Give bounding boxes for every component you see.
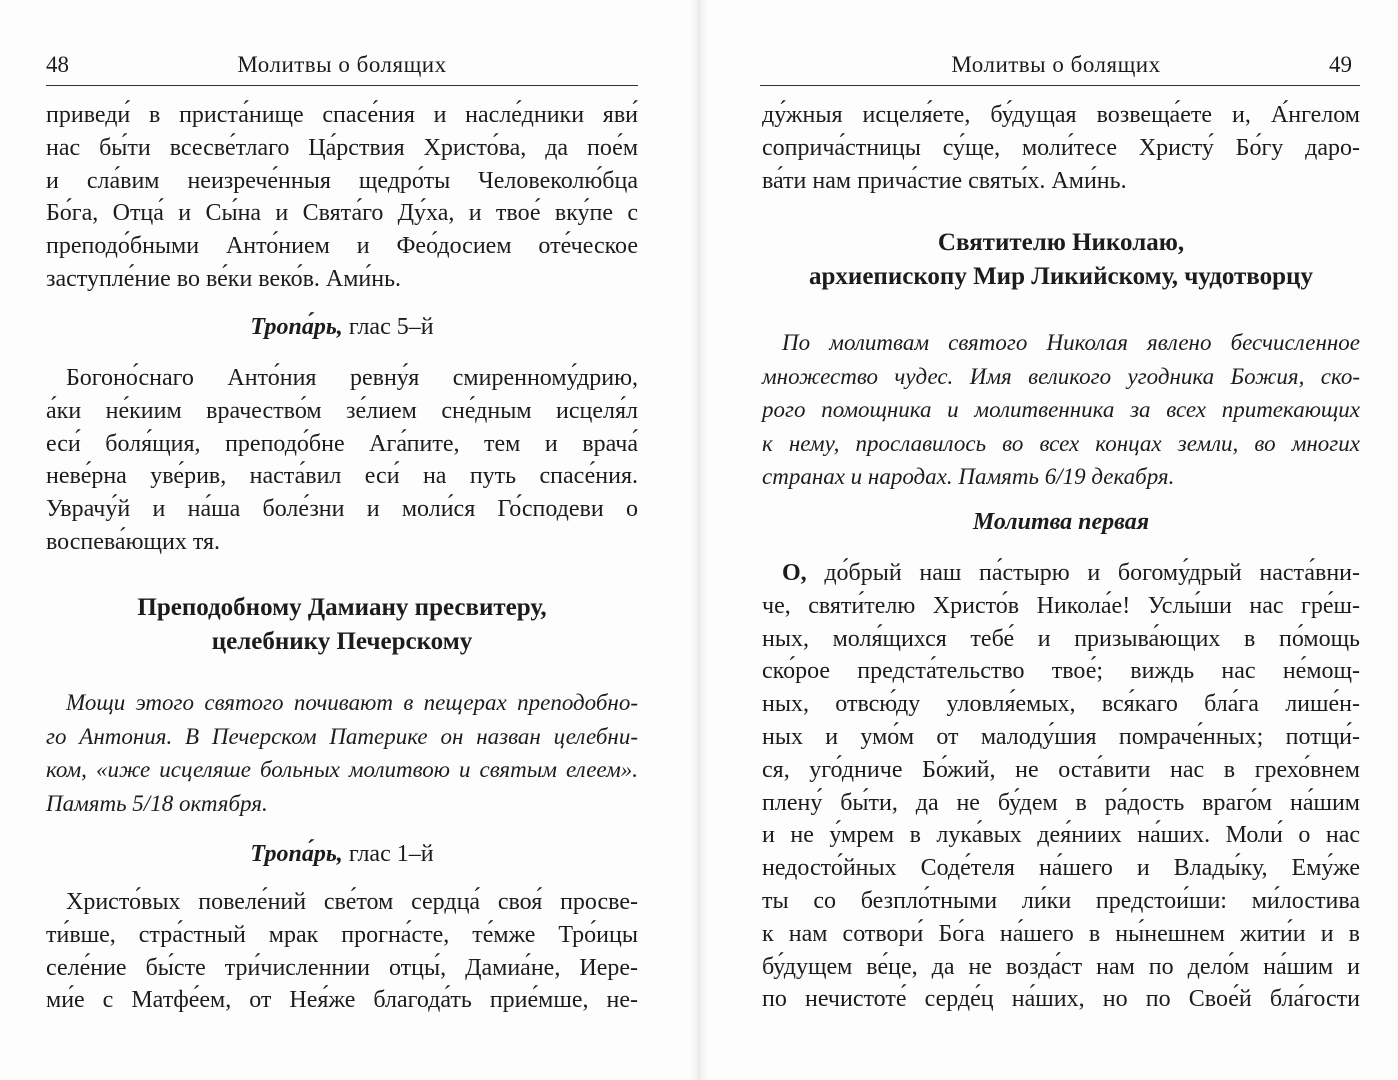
left-section-heading bbox=[46, 591, 638, 659]
text-line: селе́ние бы́сте три́численнии отцы́, Дамиа́не, Иере- bbox=[46, 954, 638, 981]
text-line: еси́ боля́щия, преподо́бне Ага́пите, тем и врача́ bbox=[46, 430, 638, 457]
right-running-title: Молитвы о болящих bbox=[951, 52, 1161, 77]
left-page-number: 48 bbox=[46, 52, 69, 77]
right-italic-note bbox=[762, 326, 1360, 494]
right-section-heading bbox=[762, 226, 1360, 294]
left-italic-note bbox=[46, 686, 638, 820]
note-line: к нему, прославилось во всех концах земли, во многих bbox=[762, 430, 1360, 456]
note-line: множество чудес. Имя великого угодника Божия, ско- bbox=[762, 363, 1360, 389]
note-line: странах и народах. Память 6/19 декабря. bbox=[762, 464, 1175, 489]
text-line: и не у́мрем в лука́вых дея́ниих на́ших. Моли́ о нас bbox=[762, 822, 1360, 849]
right-prayer-title bbox=[762, 506, 1360, 538]
note-line: рого помощника и молитвенника за всех притекающих bbox=[762, 397, 1360, 422]
right-continuation-text bbox=[762, 99, 1360, 197]
right-page-number: 49 bbox=[1329, 52, 1352, 77]
heading-line: целебнику Печерскому bbox=[211, 628, 473, 655]
text-line: приведи́ в приста́нище спасе́ния и насле́дники яви́ bbox=[46, 102, 638, 128]
left-continuation-text bbox=[46, 99, 638, 296]
text-line: Уврачу́й и на́ша боле́зни и моли́ся Го́сподеви о bbox=[46, 496, 638, 523]
troparion-tone: глас 5–й bbox=[342, 314, 434, 340]
note-line: Память 5/18 октября. bbox=[46, 790, 268, 816]
text-line: воспева́ющих тя. bbox=[46, 528, 221, 555]
text-line: по нечистоте́ серде́ц на́ших, но по Свое́й бла́гости bbox=[762, 986, 1360, 1013]
text-line: ных, моля́щихся тебе́ и призыва́ющих в по́мощь bbox=[762, 625, 1360, 652]
text-line: ных и умо́м от малоду́шия помраче́нных; потщи́- bbox=[762, 723, 1360, 750]
text-line: ных, отвсю́ду уловля́емых, вся́каго бла́га лише́н- bbox=[762, 691, 1360, 718]
text-line: ско́рое предста́тельство твое́; виждь нас не́мощ- bbox=[762, 658, 1360, 685]
note-line: По молитвам святого Николая явлено бесчисленное bbox=[782, 330, 1360, 355]
heading-line: Святителю Николаю, bbox=[937, 229, 1185, 256]
left-running-title: Молитвы о болящих bbox=[237, 52, 447, 77]
prayer-first-word: О, bbox=[782, 560, 807, 586]
text-line: нас бы́ти всесве́тлаго Ца́рствия Христо́ва, да пое́м bbox=[46, 134, 638, 161]
right-header-rule bbox=[760, 85, 1360, 86]
left-troparion2-heading bbox=[46, 838, 638, 870]
text-line: Богоно́снаго Анто́ния ревну́я смиренному́дрию, bbox=[66, 365, 638, 391]
text-line bbox=[762, 557, 1360, 590]
prayer-title: Молитва первая bbox=[972, 509, 1150, 535]
note-line: ком, «иже исцеляше больных молитвою и святым елеем». bbox=[46, 757, 638, 782]
heading-line: архиепископу Мир Ликийскому, чудотворцу bbox=[809, 263, 1313, 290]
note-line: го Антония. В Печерском Патерике он назван целебни- bbox=[46, 723, 638, 749]
text-line: плену́ бы́ти, да не бу́дем в ра́дость враго́м на́шим bbox=[762, 789, 1360, 816]
text-line: Христо́вых повеле́ний све́том сердца́ своя́ просве- bbox=[66, 889, 638, 915]
troparion-label: Тропа́рь, bbox=[250, 841, 343, 867]
text-line: бу́дущем ве́це, да не возда́ст нам по дело́м на́шим и bbox=[762, 953, 1360, 980]
book-gutter bbox=[688, 0, 710, 1080]
text-line: к нам сотвори́ Бо́га на́шего в ны́нешнем жити́и и в bbox=[762, 920, 1360, 947]
left-header-rule bbox=[46, 85, 638, 86]
note-line: Мощи этого святого почивают в пещерах преподобно- bbox=[66, 690, 638, 715]
text-line: а́ки не́киим врачество́м зе́лием сне́дным исцеля́л bbox=[46, 397, 638, 424]
text-line: че, святи́телю Христо́в Никола́е! Услы́ши нас гре́ш- bbox=[762, 592, 1360, 619]
text-fragment: до́брый наш па́стырю и богому́дрый наста́вни- bbox=[806, 560, 1360, 586]
right-running-head bbox=[760, 48, 1352, 82]
text-line: и сла́вим неизрече́нныя щедро́ты Человеколю́бца bbox=[46, 167, 638, 194]
text-line: ду́жныя исцеля́ете, бу́дущая возвеща́ете и, А́нгелом bbox=[762, 102, 1360, 128]
left-troparion2-text bbox=[46, 886, 638, 1017]
text-line: преподо́бными Анто́нием и Фео́досием оте́ческое bbox=[46, 233, 638, 260]
left-running-head bbox=[46, 48, 638, 82]
left-troparion1-text bbox=[46, 362, 638, 559]
left-page bbox=[0, 0, 688, 1080]
text-line: ва́ти нам прича́стие святы́х. Ами́нь. bbox=[762, 167, 1127, 194]
text-line: ся, уго́дниче Бо́жий, не оста́вити нас в грехо́внем bbox=[762, 756, 1360, 783]
text-line: неве́рна уве́рив, наста́вил еси́ на путь спасе́ния. bbox=[46, 463, 638, 490]
heading-line: Преподобному Дамиану пресвитеру, bbox=[137, 594, 547, 621]
troparion-tone: глас 1–й bbox=[342, 841, 434, 867]
right-prayer-text bbox=[762, 557, 1360, 1016]
text-line: недосто́йных Соде́теля на́шего и Влады́ку, Ему́же bbox=[762, 855, 1360, 882]
text-line: ты со безпло́тными ли́ки предстои́ши: ми́лостива bbox=[762, 887, 1360, 914]
text-line: ти́вше, стра́стный мрак прогна́сте, те́мже Тро́ицы bbox=[46, 921, 638, 948]
text-line: Бо́га, Отца́ и Сы́на и Свята́го Ду́ха, и твое́ вку́пе с bbox=[46, 200, 638, 227]
text-line: ми́е с Матфе́ем, от Нея́же благода́ть прие́мше, не- bbox=[46, 987, 638, 1014]
text-line: заступле́ние во ве́ки веко́в. Ами́нь. bbox=[46, 265, 402, 292]
text-line: соприча́стницы су́ще, моли́тесе Христу́ Бо́гу даро- bbox=[762, 134, 1360, 161]
right-page bbox=[710, 0, 1398, 1080]
left-troparion1-heading bbox=[46, 311, 638, 343]
troparion-label: Тропа́рь, bbox=[250, 314, 343, 340]
